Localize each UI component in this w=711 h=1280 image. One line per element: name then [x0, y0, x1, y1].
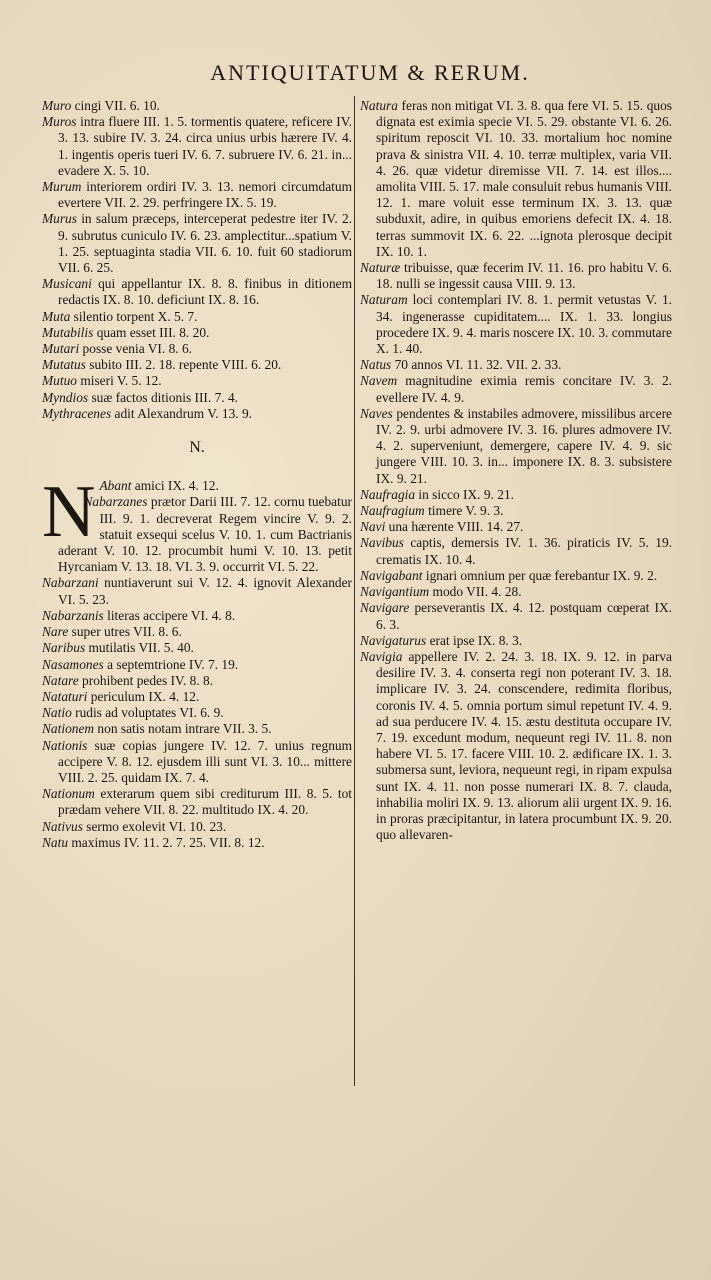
entry-headword: Mutari — [42, 341, 80, 357]
entry-headword: Myndios — [42, 389, 89, 405]
index-entry — [42, 98, 352, 114]
entry-references: perseverantis IX. 4. 12. postquam cœperat IX. 6. 3. — [376, 600, 672, 632]
entry-references: literas accipere VI. 4. 8. — [103, 607, 236, 623]
entry-references: periculum IX. 4. 12. — [87, 688, 200, 704]
right-column — [360, 98, 672, 843]
entry-headword: Natare — [42, 672, 79, 688]
entry-headword: Naufragia — [360, 486, 416, 502]
index-entry — [360, 373, 672, 405]
index-entry — [360, 584, 672, 600]
index-entry — [42, 341, 352, 357]
index-entry — [42, 721, 352, 737]
entry-references: loci contemplari IV. 8. 1. permit vetustas V. 1. 34. ingenerasse cupiditatem.... IX. 1. 33. longius procedere IX. 9. 4. maris noscere IX. 10. 3. commutare X. 1. 40. — [376, 292, 672, 357]
entry-headword: Natura — [360, 98, 398, 113]
entry-references: magnitudine eximia remis concitare IV. 3. 2. evellere IV. 4. 9. — [376, 373, 672, 405]
entry-headword: Abant — [99, 478, 132, 494]
entry-headword: Nare — [42, 624, 69, 640]
entry-references: timere V. 9. 3. — [424, 503, 504, 519]
entry-references: modo VII. 4. 28. — [429, 584, 522, 600]
entry-references: silentio torpent X. 5. 7. — [70, 308, 198, 324]
entry-headword: Navigabant — [360, 567, 423, 583]
entry-references: pendentes & instabiles admovere, missilibus arcere IV. 2. 9. urbi admovere IV. 3. 16. plures admovere IV. 4. 2. superveniunt, demergere, capere IV. 4. 9. sic jungere VIII. 10. 3. in... imponere IX. 8. 3. subsistere IX. 9. 21. — [376, 405, 672, 486]
entry-references: mutilatis VII. 5. 40. — [85, 640, 194, 656]
entry-references: appellere IV. 2. 24. 3. 18. IX. 9. 12. in parva desilire IV. 3. 4. conserta regi non poterant IV. 3. 18. implicare IV. 3. 24. conscendere, redimita floribus, coronis IV. 4. 5. omnia portum simul repetunt IV. 4. 9. ad sua perducere IV. 4. 15. æstu destituta occupare IV. 7. 19. excedunt modum, nequeunt regi IV. 11. 8. non habere VI. 5. 17. facere VIII. 10. 2. ædificare IX. 1. 3. submersa sunt, leviora, nequeunt regi, in ripam expulsa sunt IX. 4. 11. non posse numerari IX. 8. 7. clauda, inhabilia moliri IX. 9. 13. aliorum alii urgent IX. 9. 16. in proras præcipitantur, in latera procumbunt IX. 9. 20. quo allevaren- — [376, 648, 673, 843]
entry-headword: Navigaturus — [360, 632, 427, 648]
index-entry — [360, 519, 672, 535]
entry-headword: Naves — [360, 405, 393, 421]
index-entry — [42, 640, 352, 656]
index-entry — [42, 835, 352, 851]
index-entry — [42, 689, 352, 705]
section-letter: N. — [189, 439, 205, 457]
index-entry — [42, 325, 352, 341]
index-entry — [42, 373, 352, 389]
entry-references: nuntiaverunt sui V. 12. 4. ignovit Alexander VI. 5. 23. — [58, 575, 352, 607]
entry-headword: Muro — [42, 98, 72, 113]
entry-headword: Murus — [42, 211, 77, 227]
index-entry — [42, 276, 352, 308]
entry-headword: Nabarzanes — [83, 494, 148, 510]
index-entry — [360, 503, 672, 519]
entry-references: maximus IV. 11. 2. 7. 25. VII. 8. 12. — [68, 834, 265, 850]
index-entry — [42, 608, 352, 624]
entry-headword: Natio — [42, 705, 72, 721]
entry-references: erat ipse IX. 8. 3. — [426, 632, 523, 648]
column-divider — [354, 96, 355, 1086]
entry-headword: Muta — [42, 308, 71, 324]
index-entry — [42, 575, 352, 607]
entry-headword: Nationis — [42, 737, 88, 753]
entry-references: adit Alexandrum V. 13. 9. — [111, 405, 253, 421]
entry-references: amici IX. 4. 12. — [131, 478, 219, 494]
index-entry — [360, 535, 672, 567]
index-entry — [360, 649, 672, 843]
index-entry — [360, 260, 672, 292]
entry-headword: Musicani — [42, 276, 92, 292]
index-entry — [360, 600, 672, 632]
entry-references: ignari omnium per quæ ferebantur IX. 9. 2. — [422, 567, 658, 583]
index-entry — [42, 705, 352, 721]
index-entry — [42, 309, 352, 325]
entry-headword: Nationum — [42, 786, 95, 802]
entry-references: interiorem ordiri IV. 3. 13. nemori circumdatum evertere VII. 2. 29. perfringere IX. 5. 19. — [58, 179, 352, 211]
entry-headword: Nabarzanis — [42, 607, 104, 623]
entry-references: rudis ad voluptates VI. 6. 9. — [71, 705, 224, 721]
index-entry — [42, 390, 352, 406]
entry-references: exterarum quem sibi crediturum III. 8. 5. tot prædam vehere VII. 8. 22. multitudo IX. 4. 20. — [58, 786, 352, 818]
entry-references: in salum præceps, interceperat pedestre iter IV. 2. 9. subrutus cuniculo IV. 6. 23. amplectitur...spatium V. 1. 25. septuaginta stadia VII. 6. 10. fuit 60 stadiorum VII. 6. 25. — [58, 211, 352, 276]
right-entries — [360, 98, 672, 843]
entry-headword: Muros — [42, 114, 77, 130]
index-entry — [42, 657, 352, 673]
entry-headword: Naribus — [42, 640, 86, 656]
index-entry — [360, 406, 672, 487]
entry-references: 70 annos VI. 11. 32. VII. 2. 33. — [391, 357, 562, 373]
index-entry — [42, 357, 352, 373]
n-entries — [42, 471, 352, 851]
index-entry — [42, 114, 352, 179]
entry-references: quam esset III. 8. 20. — [93, 324, 210, 340]
entry-references: una hærente VIII. 14. 27. — [385, 519, 524, 535]
entry-headword: Nationem — [42, 721, 95, 737]
entry-references: super utres VII. 8. 6. — [68, 624, 182, 640]
entry-references: suæ factos ditionis III. 7. 4. — [88, 389, 239, 405]
index-entry — [42, 624, 352, 640]
entry-references: prætor Darii III. 7. 12. cornu tuebatur III. 9. 1. decreverat Regem vincire V. 9. 2. statuit exsequi scelus V. 10. 1. cum Bactrianis aderant V. 10. 12. procumbit humi V. 10. 13. petit Hyrcaniam V. 13. 18. VI. 3. 9. occurrit VI. 5. 22. — [58, 494, 352, 575]
entry-headword: Naturam — [360, 292, 408, 308]
entry-references: cingi VII. 6. 10. — [71, 98, 160, 113]
entry-references: captis, demersis IV. 1. 36. piraticis IV. 5. 19. crematis IX. 10. 4. — [376, 535, 672, 567]
entry-references: subito III. 2. 18. repente VIII. 6. 20. — [85, 357, 282, 373]
index-entry — [360, 357, 672, 373]
m-entries — [42, 98, 352, 422]
entry-headword: Nasamones — [42, 656, 104, 672]
index-entry — [42, 738, 352, 787]
entry-references: non satis notam intrare VII. 3. 5. — [94, 721, 272, 737]
entry-references: prohibent pedes IV. 8. 8. — [78, 672, 214, 688]
index-entry — [360, 568, 672, 584]
index-entry — [42, 819, 352, 835]
entry-references: posse venia VI. 8. 6. — [79, 341, 193, 357]
entry-headword: Natu — [42, 834, 69, 850]
index-entry — [42, 786, 352, 818]
index-entry — [42, 673, 352, 689]
entry-references: miseri V. 5. 12. — [76, 373, 162, 389]
entry-references: sermo exolevit VI. 10. 23. — [82, 818, 227, 834]
entry-headword: Naturæ — [360, 260, 401, 276]
index-entry — [360, 633, 672, 649]
entry-headword: Murum — [42, 179, 82, 195]
drop-cap: N — [42, 471, 96, 554]
entry-references: feras non mitigat VI. 3. 8. qua fere VI. 5. 15. quos dignata est eximia specie VI. 5. 29. obstante VI. 6. 26. spiritum reposcit VI. 10. 33. mortalium hoc nomine prava & sinistra VII. 4. 10. terræ multiplex, varia VII. 4. 26. quæ videtur diremisse VII. 7. 14. est illos.... amolita VIII. 5. 17. male consuluit rebus humanis VIII. 12. 1. mare voluit esse terminum IX. 3. 13. quæ subduxit, adire, in quibus emoriens defecit IX. 4. 18. terras summovit IX. 6. 22. ...ignota plerosque decipit IX. 10. 1. — [376, 98, 672, 259]
entry-headword: Nativus — [42, 818, 83, 834]
entry-headword: Naufragium — [360, 503, 425, 519]
entry-references: a septemtrione IV. 7. 19. — [103, 656, 239, 672]
index-entry — [42, 406, 352, 422]
index-entry — [42, 211, 352, 276]
left-column — [42, 98, 352, 851]
entry-references: tribuisse, quæ fecerim IV. 11. 16. pro habitu V. 6. 18. nulli se ingessit causa VIII. 9. 13. — [376, 260, 672, 292]
entry-headword: Mutuo — [42, 373, 77, 389]
entry-references: in sicco IX. 9. 21. — [415, 486, 514, 502]
entry-headword: Navigantium — [360, 584, 430, 600]
index-entry — [42, 179, 352, 211]
index-entry — [360, 487, 672, 503]
index-entry — [360, 292, 672, 357]
index-entry — [360, 98, 672, 260]
entry-headword: Navibus — [360, 535, 404, 551]
entry-headword: Mythracenes — [42, 405, 112, 421]
running-title: ANTIQUITATUM & RERUM. — [210, 60, 530, 85]
entry-headword: Mutatus — [42, 357, 86, 373]
entry-headword: Nataturi — [42, 688, 88, 704]
entry-headword: Mutabilis — [42, 324, 94, 340]
entry-references: suæ copias jungere IV. 12. 7. unius regnum accipere V. 8. 12. ejusdem illi sunt VI. 3. 10... mittere VIII. 2. 25. quidam IX. 7. 4. — [58, 737, 352, 785]
entry-references: qui appellantur IX. 8. 8. finibus in ditionem redactis IX. 8. 10. deficiunt IX. 8. 16. — [58, 276, 352, 308]
entry-headword: Navem — [360, 373, 398, 389]
entry-headword: Navi — [360, 519, 386, 535]
entry-headword: Natus — [360, 357, 392, 373]
entry-headword: Navigare — [360, 600, 410, 616]
entry-headword: Nabarzani — [42, 575, 99, 591]
entry-headword: Navigia — [360, 648, 403, 664]
entry-references: intra fluere III. 1. 5. tormentis quatere, reficere IV. 3. 13. subire IV. 3. 24. circa unius urbis hærere IV. 4. 1. ingentis operis tueri IV. 6. 7. subruere IV. 6. 21. in... evadere X. 5. 10. — [58, 114, 352, 178]
